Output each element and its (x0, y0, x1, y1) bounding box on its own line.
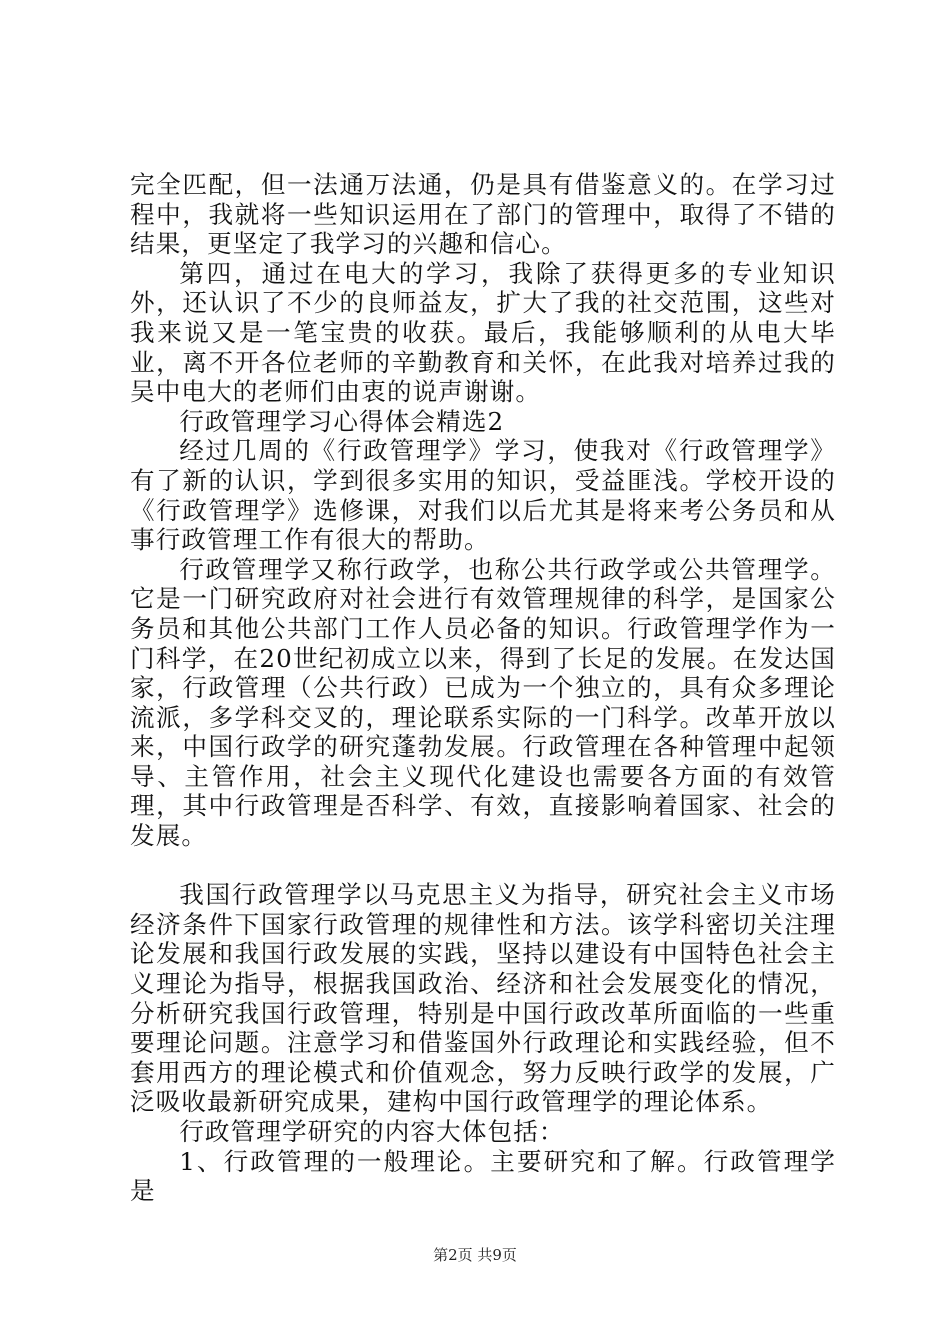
paragraph-chinese-administration: 我国行政管理学以马克思主义为指导，研究社会主义市场经济条件下国家行政管理的规律性和方法。该学科密切关注理论发展和我国行政发展的实践，坚持以建设有中国特色社会主义理论为指导，根据我国政治、经济和社会发展变化的情况，分析研究我国行政管理，特别是中国行政改革所面临的一些重要理论问题。注意学习和借鉴国外行政理论和实践经验，但不套用西方的理论模式和价值观念，努力反映行政学的发展，广泛吸收最新研究成果，建构中国行政管理学的理论体系。 (130, 880, 836, 1117)
paragraph-continued: 完全匹配，但一法通万法通，仍是具有借鉴意义的。在学习过程中，我就将一些知识运用在了部门的管理中，取得了不错的结果，更坚定了我学习的兴趣和信心。 (130, 170, 836, 259)
paragraph-definition: 行政管理学又称行政学，也称公共行政学或公共管理学。它是一门研究政府对社会进行有效管理规律的科学，是国家公务员和其他公共部门工作人员必备的知识。行政管理学作为一门科学，在20世纪初成立以来，得到了长足的发展。在发达国家，行政管理（公共行政）已成为一个独立的，具有众多理论流派，多学科交叉的，理论联系实际的一门科学。改革开放以来，中国行政学的研究蓬勃发展。行政管理在各种管理中起领导、主管作用，社会主义现代化建设也需要各方面的有效管理，其中行政管理是否科学、有效，直接影响着国家、社会的发展。 (130, 554, 836, 851)
paragraph-content-lead: 行政管理学研究的内容大体包括： (179, 1117, 565, 1146)
paragraph-intro: 经过几周的《行政管理学》学习，使我对《行政管理学》有了新的认识，学到很多实用的知识，受益匪浅。学校开设的《行政管理学》选修课，对我们以后尤其是将来考公务员和从事行政管理工作有很大的帮助。 (130, 436, 836, 555)
section-heading: 行政管理学习心得体会精选2 (179, 406, 505, 436)
document-body (130, 170, 836, 1206)
page-number-footer: 第2页 共9页 (433, 1246, 517, 1264)
paragraph-spacer (130, 851, 836, 881)
paragraph-fourth-point: 第四，通过在电大的学习，我除了获得更多的专业知识外，还认识了不少的良师益友，扩大了我的社交范围，这些对我来说又是一笔宝贵的收获。最后，我能够顺利的从电大毕业，离不开各位老师的辛勤教育和关怀，在此我对培养过我的吴中电大的老师们由衷的说声谢谢。 (130, 258, 836, 407)
paragraph-list-item-1: 1、行政管理的一般理论。主要研究和了解。行政管理学是 (130, 1146, 836, 1206)
